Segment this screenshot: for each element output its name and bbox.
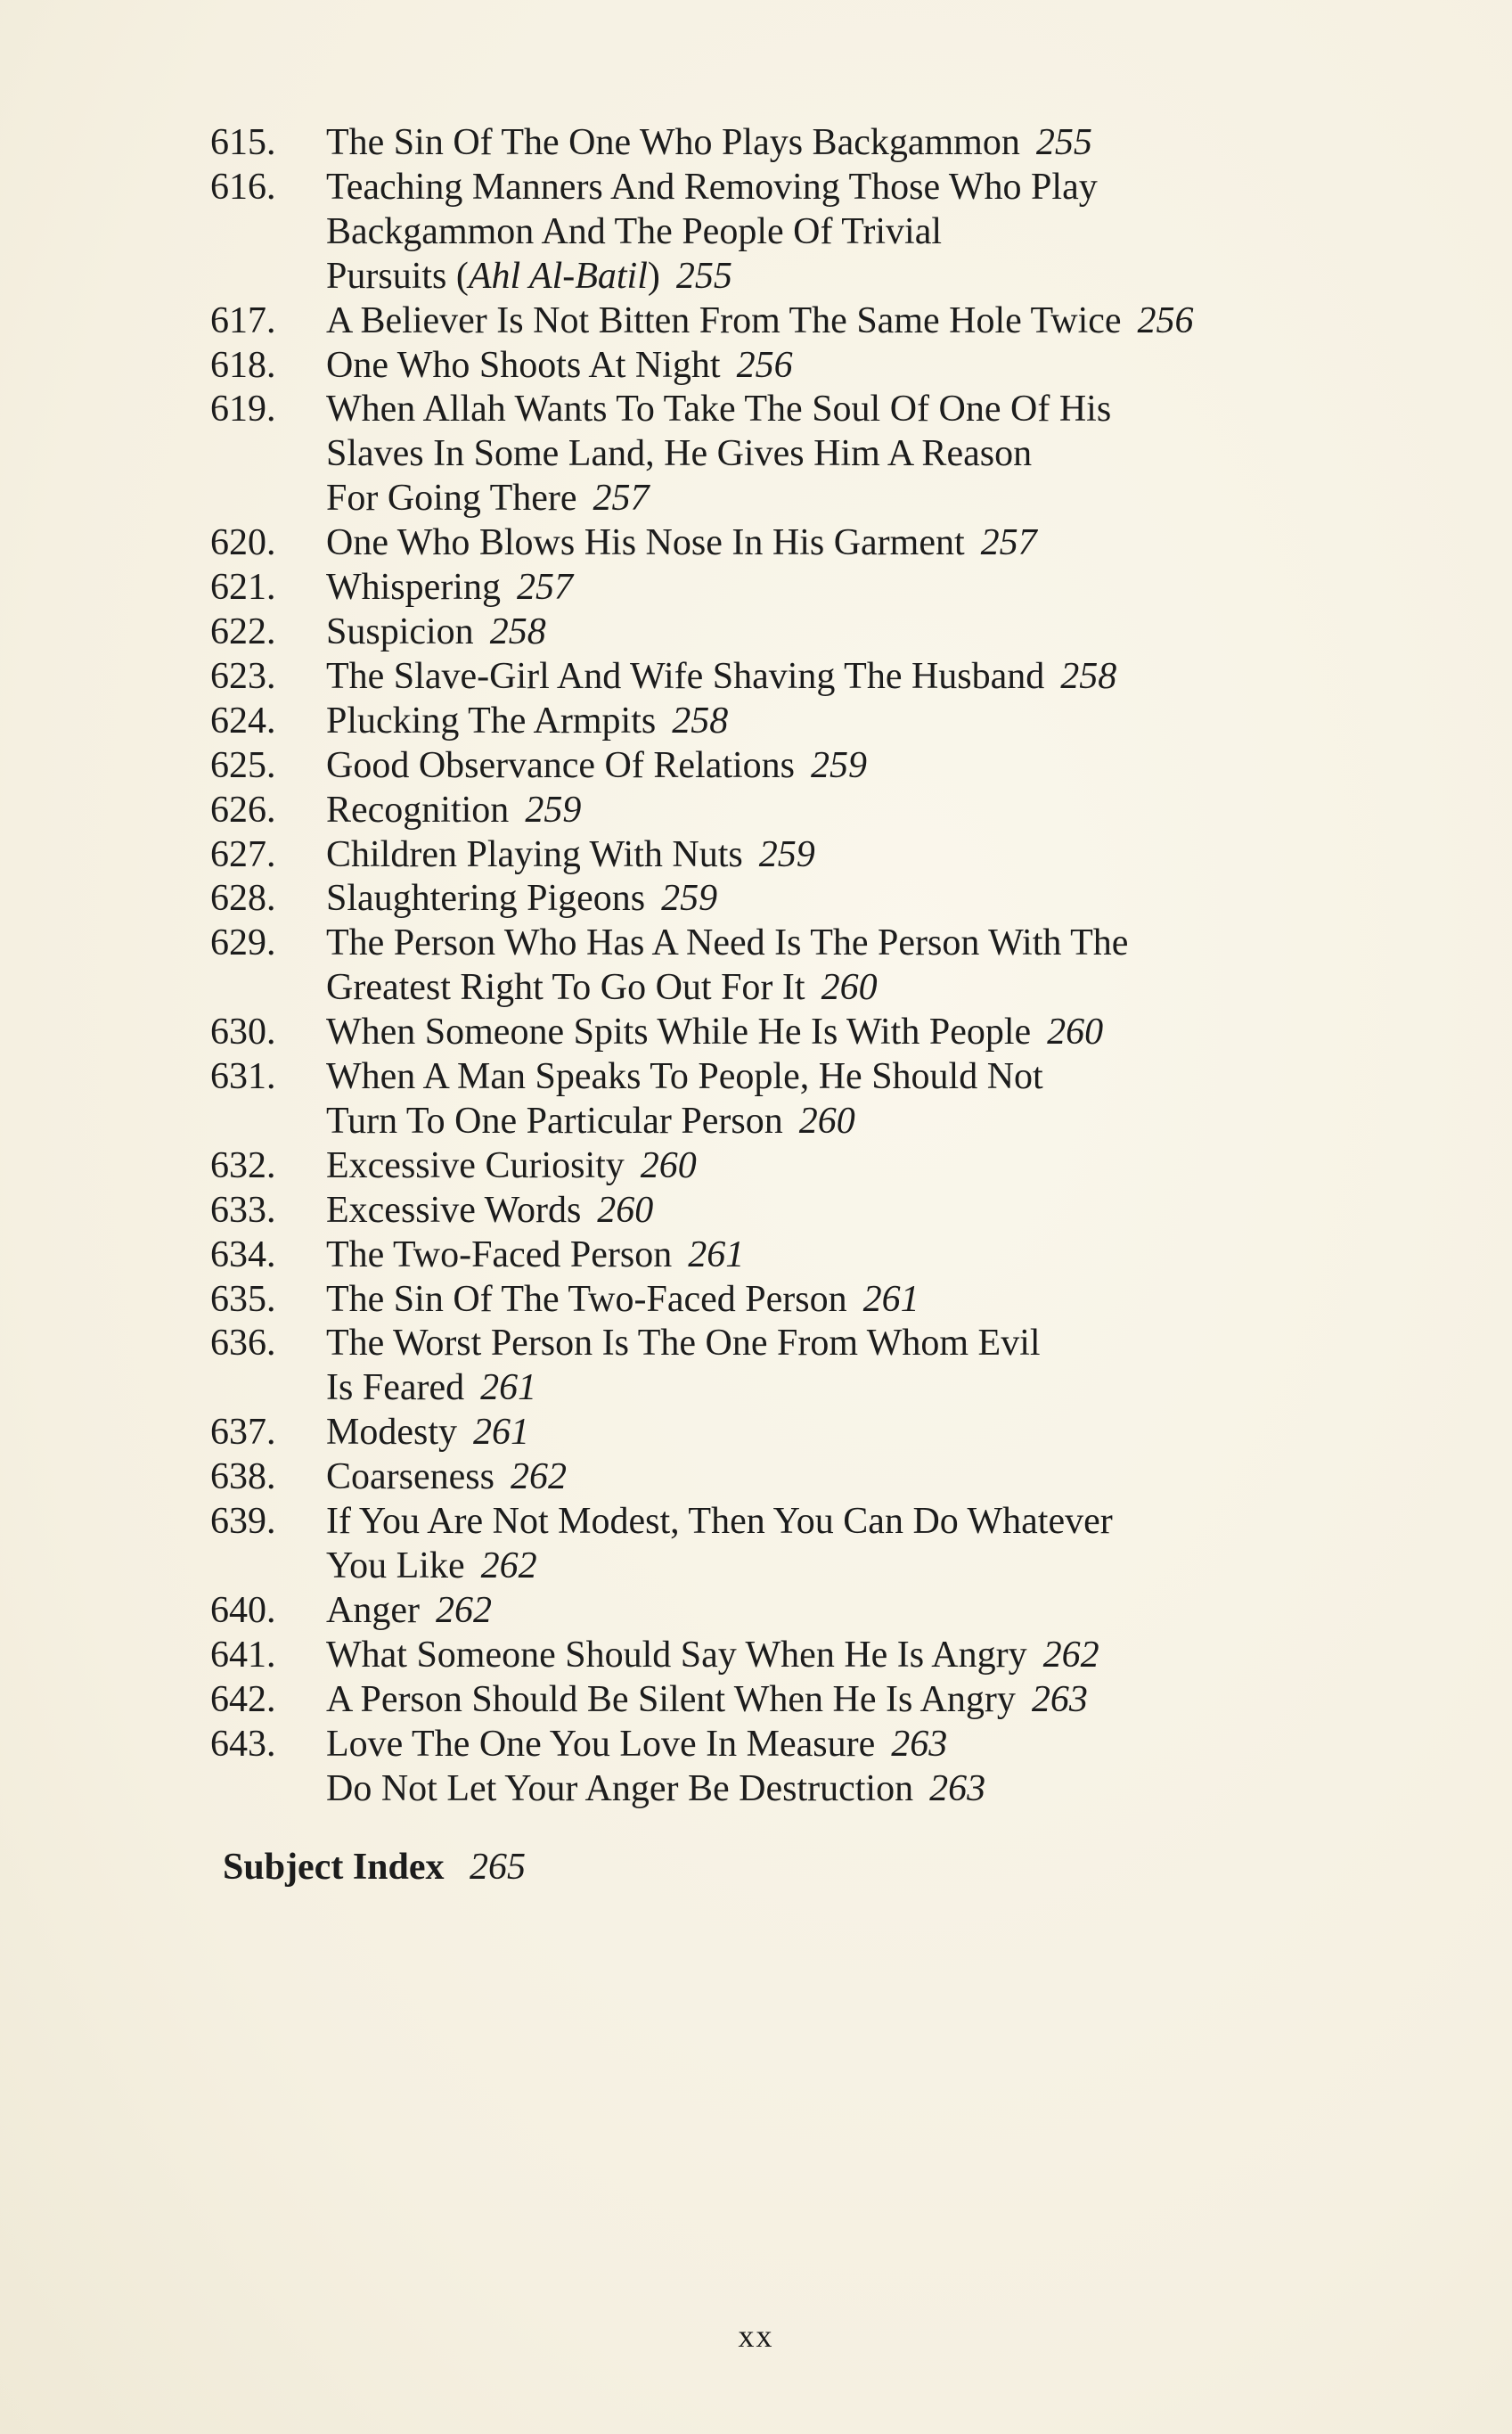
entry-title [326, 566, 1395, 611]
entry-title-line: Turn To One Particular Person 260 [326, 1100, 855, 1142]
toc-entry [210, 1055, 1395, 1144]
entry-page-number: 259 [525, 789, 582, 831]
entry-title-line: One Who Blows His Nose In His Garment 257 [326, 522, 1037, 564]
entry-number: 619. [210, 389, 276, 430]
entry-page-number: 261 [862, 1278, 919, 1320]
entry-title [326, 1011, 1395, 1055]
entry-page-number: 259 [758, 833, 815, 875]
toc-entry [210, 166, 1395, 299]
toc-entry [210, 611, 1395, 655]
entry-number: 620. [210, 522, 276, 564]
entry-title [326, 1411, 1395, 1455]
toc-entry [210, 344, 1395, 389]
subject-index-label: Subject Index [223, 1847, 445, 1888]
toc-entry [210, 833, 1395, 878]
entry-title [326, 833, 1395, 878]
entry-title-line: You Like 262 [326, 1545, 537, 1586]
entry-page-number: 260 [640, 1144, 697, 1186]
entry-title-line: The Sin Of The Two-Faced Person 261 [326, 1278, 919, 1320]
entry-title [326, 922, 1395, 1011]
entry-page-number: 258 [1060, 655, 1117, 697]
toc-entry [210, 700, 1395, 744]
entry-title-line: The Person Who Has A Need Is The Person With The [326, 922, 1129, 964]
entry-title-line: Is Feared 261 [326, 1367, 537, 1409]
entry-page-number: 257 [980, 522, 1037, 564]
entry-number: 635. [210, 1278, 276, 1320]
page-folio: xx [738, 2318, 774, 2354]
entry-title-line: If You Are Not Modest, Then You Can Do Whatever [326, 1501, 1113, 1543]
entry-number: 639. [210, 1501, 276, 1543]
entry-title [326, 655, 1395, 700]
entry-title [326, 1322, 1395, 1411]
entry-title [326, 1144, 1395, 1189]
entry-title-line: Children Playing With Nuts 259 [326, 833, 815, 875]
entry-title-line: Whispering 257 [326, 567, 573, 609]
entry-title [326, 1278, 1395, 1323]
toc-entry [210, 1322, 1395, 1411]
entry-title [326, 744, 1395, 789]
toc-entry [210, 922, 1395, 1011]
toc-entry [210, 1233, 1395, 1278]
subject-index-page: 265 [470, 1847, 527, 1888]
entry-title-line: What Someone Should Say When He Is Angry 262 [326, 1634, 1099, 1676]
toc-entry [210, 566, 1395, 611]
entry-title [326, 1455, 1395, 1500]
toc-entry [210, 1144, 1395, 1189]
entry-title-line: Plucking The Armpits 258 [326, 700, 729, 742]
entry-title-line: Coarseness 262 [326, 1456, 567, 1498]
toc-entry [210, 1589, 1395, 1634]
entry-number: 621. [210, 567, 276, 609]
entry-title [326, 121, 1395, 166]
entry-number: 630. [210, 1012, 276, 1053]
entry-title-line: Excessive Curiosity 260 [326, 1144, 697, 1186]
entry-title-line: The Slave-Girl And Wife Shaving The Husband 258 [326, 655, 1117, 697]
entry-title-line: Slaves In Some Land, He Gives Him A Reason [326, 433, 1033, 475]
entry-page-number: 257 [593, 478, 650, 520]
entry-page-number: 257 [516, 567, 573, 609]
entry-number: 617. [210, 299, 276, 341]
entry-title-line: Greatest Right To Go Out For It 260 [326, 967, 878, 1009]
entry-title-line: Pursuits (Ahl Al-Batil) 255 [326, 255, 732, 297]
entry-title [326, 1723, 1395, 1767]
entry-title-line: For Going There 257 [326, 478, 650, 520]
toc-entry [210, 1634, 1395, 1678]
entry-title [326, 166, 1395, 299]
entry-page-number: 261 [688, 1233, 745, 1275]
entry-number: 632. [210, 1144, 276, 1186]
entry-page-number: 263 [929, 1767, 986, 1809]
toc-entry [210, 299, 1395, 344]
entry-title [326, 1055, 1395, 1144]
entry-page-number: 256 [1137, 299, 1194, 341]
entry-page-number: 256 [736, 344, 793, 386]
entry-page-number: 260 [1047, 1012, 1104, 1053]
entry-number: 636. [210, 1323, 276, 1365]
entry-number: 623. [210, 655, 276, 697]
entry-title-line: Recognition 259 [326, 789, 582, 831]
entry-title-line: When A Man Speaks To People, He Should Not [326, 1056, 1043, 1098]
entry-number: 637. [210, 1412, 276, 1454]
toc-entry [210, 1411, 1395, 1455]
entry-page-number: 259 [661, 878, 718, 920]
entry-title-line: Backgammon And The People Of Trivial [326, 210, 943, 252]
toc-entry [210, 1723, 1395, 1767]
toc-entry [210, 1500, 1395, 1589]
entry-title-line: When Someone Spits While He Is With People 260 [326, 1012, 1104, 1053]
entry-title [326, 1634, 1395, 1678]
toc-entry [210, 655, 1395, 700]
entry-page-number: 261 [480, 1367, 537, 1409]
toc-entry [210, 744, 1395, 789]
entry-number: 631. [210, 1056, 276, 1098]
entry-number: 642. [210, 1678, 276, 1720]
entry-title [326, 877, 1395, 922]
entry-number: 626. [210, 789, 276, 831]
entry-title-line: One Who Shoots At Night 256 [326, 344, 793, 386]
toc-entry [210, 121, 1395, 166]
entry-number: 640. [210, 1589, 276, 1631]
entry-title-line: The Worst Person Is The One From Whom Evil [326, 1323, 1041, 1365]
entry-title [326, 521, 1395, 566]
entry-number: 627. [210, 833, 276, 875]
entry-extra-line: Do Not Let Your Anger Be Destruction 263 [326, 1767, 986, 1809]
entry-title [326, 611, 1395, 655]
toc-entry [210, 1278, 1395, 1323]
entry-page-number: 262 [1042, 1634, 1099, 1676]
entry-page-number: 259 [811, 744, 868, 786]
entry-page-number: 260 [798, 1100, 855, 1142]
toc-entry [210, 521, 1395, 566]
entry-number: 622. [210, 611, 276, 652]
entry-title-line: Anger 262 [326, 1589, 492, 1631]
entry-page-number: 258 [672, 700, 729, 742]
entry-page-number: 255 [675, 255, 732, 297]
entry-number: 641. [210, 1634, 276, 1676]
entry-title [326, 700, 1395, 744]
entry-title-line: A Believer Is Not Bitten From The Same Hole Twice 256 [326, 299, 1194, 341]
toc-entry [210, 789, 1395, 833]
entry-title-line: Teaching Manners And Removing Those Who Play [326, 166, 1098, 208]
entry-title-line: A Person Should Be Silent When He Is Angry 263 [326, 1678, 1088, 1720]
entry-number: 633. [210, 1189, 276, 1231]
entry-title-line: The Two-Faced Person 261 [326, 1233, 745, 1275]
entry-title-line: Suspicion 258 [326, 611, 546, 652]
entry-title [326, 1589, 1395, 1634]
table-of-contents [210, 121, 1395, 1811]
entry-title [326, 1189, 1395, 1233]
entry-title [326, 388, 1395, 521]
toc-entry [210, 1455, 1395, 1500]
entry-page-number: 262 [435, 1589, 492, 1631]
entry-title [326, 344, 1395, 389]
entry-number: 616. [210, 166, 276, 208]
entry-number: 628. [210, 878, 276, 920]
entry-page-number: 263 [1031, 1678, 1088, 1720]
subject-index-entry [223, 1845, 526, 1889]
toc-entry [210, 1189, 1395, 1233]
entry-page-number: 263 [891, 1723, 948, 1765]
entry-title-line: The Sin Of The One Who Plays Backgammon 255 [326, 122, 1092, 163]
toc-entry [210, 388, 1395, 521]
entry-title-line: Excessive Words 260 [326, 1189, 654, 1231]
entry-title [326, 1233, 1395, 1278]
entry-number: 624. [210, 700, 276, 742]
entry-title-line: Good Observance Of Relations 259 [326, 744, 868, 786]
entry-number: 615. [210, 122, 276, 163]
toc-entry [210, 1011, 1395, 1055]
entry-number: 634. [210, 1233, 276, 1275]
entry-page-number: 262 [480, 1545, 537, 1586]
entry-page-number: 255 [1035, 122, 1092, 163]
entry-number: 638. [210, 1456, 276, 1498]
toc-entry [210, 1678, 1395, 1723]
entry-title-line: Modesty 261 [326, 1412, 529, 1454]
entry-title-line: Slaughtering Pigeons 259 [326, 878, 718, 920]
entry-page-number: 258 [489, 611, 546, 652]
entry-page-number: 262 [510, 1456, 567, 1498]
entry-number: 643. [210, 1723, 276, 1765]
entry-number: 618. [210, 344, 276, 386]
entry-title-line: When Allah Wants To Take The Soul Of One Of His [326, 389, 1112, 430]
entry-title [326, 1678, 1395, 1723]
toc-entry [210, 877, 1395, 922]
entry-number: 629. [210, 922, 276, 964]
entry-number: 625. [210, 744, 276, 786]
entry-title [326, 1500, 1395, 1589]
entry-page-number: 260 [597, 1189, 654, 1231]
entry-page-number: 260 [821, 967, 878, 1009]
entry-title [326, 789, 1395, 833]
entry-title [326, 299, 1395, 344]
entry-title-line: Love The One You Love In Measure 263 [326, 1723, 948, 1765]
entry-page-number: 261 [473, 1412, 529, 1454]
